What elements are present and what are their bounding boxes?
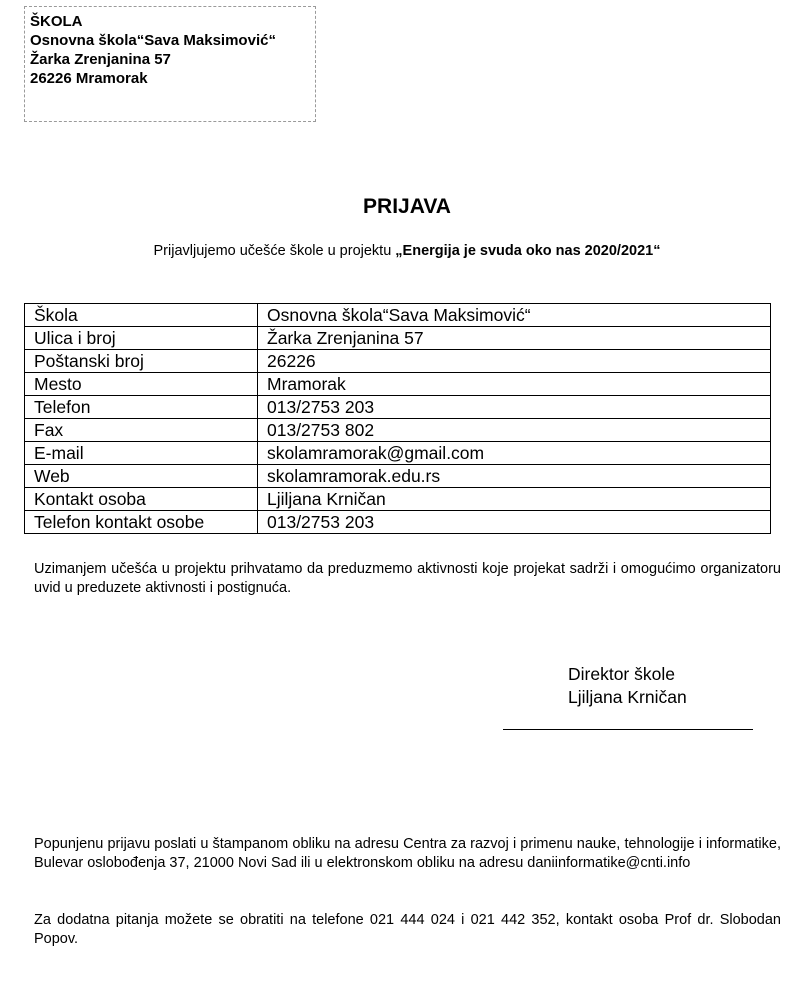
row-label: Web xyxy=(25,465,258,488)
document-subtitle xyxy=(0,243,805,260)
row-label: Škola xyxy=(25,304,258,327)
row-label: Telefon xyxy=(25,396,258,419)
signature-line xyxy=(503,729,753,730)
signature-name: Ljiljana Krničan xyxy=(568,687,687,707)
sender-heading: ŠKOLA xyxy=(30,13,83,30)
row-label: Kontakt osoba xyxy=(25,488,258,511)
row-value: 013/2753 802 xyxy=(258,419,771,442)
table-row xyxy=(25,350,771,373)
table-row xyxy=(25,304,771,327)
row-value: 26226 xyxy=(258,350,771,373)
project-name: „Energija je svuda oko nas 2020/2021“ xyxy=(395,243,661,259)
table-row xyxy=(25,465,771,488)
row-value: 013/2753 203 xyxy=(258,396,771,419)
table-row xyxy=(25,442,771,465)
sender-address-box xyxy=(24,6,316,122)
row-label: E-mail xyxy=(25,442,258,465)
sender-city: 26226 Mramorak xyxy=(30,70,148,87)
row-value: skolamramorak@gmail.com xyxy=(258,442,771,465)
signature-role: Direktor škole xyxy=(568,664,675,684)
sender-school-name: Osnovna škola“Sava Maksimović“ xyxy=(30,32,276,49)
table-row xyxy=(25,396,771,419)
row-value: Ljiljana Krničan xyxy=(258,488,771,511)
table-row xyxy=(25,488,771,511)
sender-street: Žarka Zrenjanina 57 xyxy=(30,51,171,68)
table-row xyxy=(25,327,771,350)
submission-instructions: Popunjenu prijavu poslati u štampanom obliku na adresu Centra za razvoj i primenu nauke, tehnologije i informatike, Bulevar oslobođenja 37, 21000 Novi Sad ili u elektronskom obliku na adresu daniinformatike@cnti.info xyxy=(34,836,781,871)
commitment-paragraph: Uzimanjem učešća u projektu prihvatamo da preduzmemo aktivnosti koje projekat sadrži i omogućimo organizatoru uvid u preduzete aktivnosti i postignuća. xyxy=(34,561,781,596)
row-value: Mramorak xyxy=(258,373,771,396)
row-label: Ulica i broj xyxy=(25,327,258,350)
row-label: Fax xyxy=(25,419,258,442)
subtitle-prefix: Prijavljujemo učešće škole u projektu xyxy=(153,243,396,259)
row-value: 013/2753 203 xyxy=(258,511,771,534)
table-row xyxy=(25,419,771,442)
row-value: skolamramorak.edu.rs xyxy=(258,465,771,488)
table-row xyxy=(25,373,771,396)
school-info-table xyxy=(24,303,771,534)
row-value: Osnovna škola“Sava Maksimović“ xyxy=(258,304,771,327)
row-label: Mesto xyxy=(25,373,258,396)
school-info-table-body xyxy=(25,304,771,534)
signature-block xyxy=(568,663,687,709)
row-label: Poštanski broj xyxy=(25,350,258,373)
contact-note: Za dodatna pitanja možete se obratiti na telefone 021 444 024 i 021 442 352, kontakt osoba Prof dr. Slobodan Popov. xyxy=(34,912,781,947)
document-title: PRIJAVA xyxy=(363,195,451,218)
row-value: Žarka Zrenjanina 57 xyxy=(258,327,771,350)
row-label: Telefon kontakt osobe xyxy=(25,511,258,534)
table-row xyxy=(25,511,771,534)
